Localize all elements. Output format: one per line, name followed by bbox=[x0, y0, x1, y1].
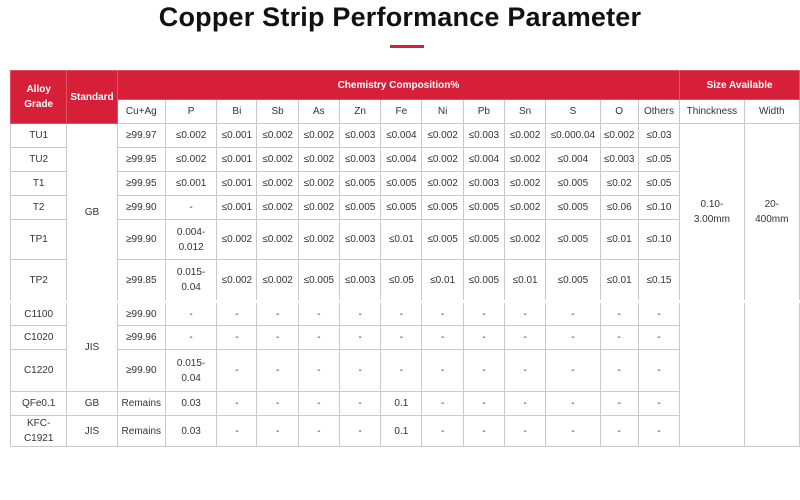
value-cell: ≤0.004 bbox=[546, 148, 600, 172]
col-header: P bbox=[165, 100, 216, 124]
col-header: Cu+Ag bbox=[117, 100, 165, 124]
value-cell: - bbox=[339, 392, 380, 416]
value-cell: - bbox=[257, 392, 298, 416]
value-cell: - bbox=[600, 392, 638, 416]
value-cell: - bbox=[298, 326, 339, 350]
col-header: Fe bbox=[381, 100, 422, 124]
value-cell: ≤0.01 bbox=[422, 260, 463, 302]
value-cell: - bbox=[600, 302, 638, 326]
header-chemistry: Chemistry Composition% bbox=[117, 71, 680, 100]
value-cell: ≥99.90 bbox=[117, 350, 165, 392]
value-cell: ≤0.03 bbox=[638, 124, 679, 148]
value-cell: ≤0.002 bbox=[298, 124, 339, 148]
col-header: Zn bbox=[339, 100, 380, 124]
value-cell: - bbox=[600, 326, 638, 350]
value-cell: - bbox=[217, 326, 257, 350]
value-cell: ≤0.10 bbox=[638, 220, 679, 260]
value-cell: ≤0.005 bbox=[422, 196, 463, 220]
alloy-grade-cell: TP2 bbox=[11, 260, 67, 302]
value-cell: ≥99.85 bbox=[117, 260, 165, 302]
value-cell: ≤0.001 bbox=[165, 172, 216, 196]
value-cell: ≤0.06 bbox=[600, 196, 638, 220]
spec-table bbox=[10, 70, 800, 447]
value-cell: - bbox=[422, 350, 463, 392]
value-cell: ≤0.002 bbox=[257, 260, 298, 302]
value-cell: ≤0.002 bbox=[165, 148, 216, 172]
value-cell: - bbox=[504, 392, 545, 416]
col-header: Others bbox=[638, 100, 679, 124]
value-cell: ≥99.96 bbox=[117, 326, 165, 350]
value-cell: - bbox=[257, 302, 298, 326]
value-cell: ≥99.95 bbox=[117, 148, 165, 172]
value-cell: ≤0.003 bbox=[339, 260, 380, 302]
value-cell: ≤0.003 bbox=[600, 148, 638, 172]
value-cell: - bbox=[546, 416, 600, 447]
value-cell: ≤0.002 bbox=[257, 172, 298, 196]
value-cell: ≤0.05 bbox=[638, 172, 679, 196]
value-cell: ≤0.002 bbox=[165, 124, 216, 148]
value-cell: - bbox=[638, 350, 679, 392]
value-cell: - bbox=[638, 392, 679, 416]
value-cell: ≥99.97 bbox=[117, 124, 165, 148]
value-cell: ≤0.005 bbox=[546, 260, 600, 302]
value-cell: ≤0.002 bbox=[257, 196, 298, 220]
value-cell: ≤0.002 bbox=[217, 260, 257, 302]
value-cell: ≤0.000.04 bbox=[546, 124, 600, 148]
value-cell: - bbox=[257, 416, 298, 447]
value-cell: - bbox=[504, 326, 545, 350]
value-cell: - bbox=[257, 350, 298, 392]
value-cell: - bbox=[217, 392, 257, 416]
value-cell: - bbox=[463, 350, 504, 392]
value-cell: - bbox=[339, 326, 380, 350]
value-cell: ≤0.005 bbox=[463, 196, 504, 220]
width-cell: 20- 400mm bbox=[744, 124, 799, 302]
value-cell: - bbox=[546, 302, 600, 326]
value-cell: ≤0.005 bbox=[381, 172, 422, 196]
value-cell: - bbox=[381, 350, 422, 392]
value-cell: - bbox=[298, 416, 339, 447]
header-size: Size Available bbox=[680, 71, 800, 100]
value-cell: ≥99.90 bbox=[117, 302, 165, 326]
col-header-width: Width bbox=[744, 100, 799, 124]
col-header: Ni bbox=[422, 100, 463, 124]
value-cell: ≥99.90 bbox=[117, 220, 165, 260]
value-cell: ≤0.004 bbox=[381, 124, 422, 148]
value-cell: ≤0.002 bbox=[257, 220, 298, 260]
table-row bbox=[11, 124, 800, 148]
value-cell: ≤0.002 bbox=[600, 124, 638, 148]
value-cell: ≤0.01 bbox=[600, 260, 638, 302]
standard-cell: JIS bbox=[67, 302, 117, 392]
value-cell: - bbox=[298, 350, 339, 392]
value-cell: ≤0.002 bbox=[217, 220, 257, 260]
value-cell: - bbox=[165, 302, 216, 326]
value-cell: ≤0.002 bbox=[504, 196, 545, 220]
value-cell: - bbox=[381, 326, 422, 350]
value-cell: 0.015- 0.04 bbox=[165, 260, 216, 302]
value-cell: - bbox=[217, 416, 257, 447]
alloy-grade-cell: T1 bbox=[11, 172, 67, 196]
value-cell: 0.015- 0.04 bbox=[165, 350, 216, 392]
value-cell: - bbox=[600, 350, 638, 392]
value-cell: 0.03 bbox=[165, 392, 216, 416]
header-standard: Standard bbox=[67, 71, 117, 124]
value-cell: ≤0.003 bbox=[463, 172, 504, 196]
alloy-grade-cell: T2 bbox=[11, 196, 67, 220]
value-cell: - bbox=[638, 302, 679, 326]
value-cell: ≤0.005 bbox=[381, 196, 422, 220]
table-row bbox=[11, 302, 800, 326]
value-cell: ≤0.002 bbox=[504, 172, 545, 196]
value-cell: ≤0.001 bbox=[217, 148, 257, 172]
thickness-cell: 0.10- 3.00mm bbox=[680, 124, 744, 302]
value-cell: 0.004- 0.012 bbox=[165, 220, 216, 260]
standard-cell: GB bbox=[67, 124, 117, 302]
value-cell: 0.03 bbox=[165, 416, 216, 447]
value-cell: ≤0.01 bbox=[504, 260, 545, 302]
value-cell: - bbox=[217, 302, 257, 326]
value-cell: - bbox=[422, 302, 463, 326]
value-cell: - bbox=[339, 350, 380, 392]
standard-cell: GB bbox=[67, 392, 117, 416]
col-header: Sb bbox=[257, 100, 298, 124]
alloy-grade-cell: C1100 bbox=[11, 302, 67, 326]
value-cell: ≤0.02 bbox=[600, 172, 638, 196]
value-cell: - bbox=[463, 326, 504, 350]
value-cell: ≤0.005 bbox=[463, 260, 504, 302]
value-cell: ≤0.002 bbox=[257, 148, 298, 172]
value-cell: ≥99.90 bbox=[117, 196, 165, 220]
value-cell: ≤0.05 bbox=[638, 148, 679, 172]
value-cell: ≤0.005 bbox=[298, 260, 339, 302]
title-underline bbox=[390, 45, 424, 48]
value-cell: ≤0.005 bbox=[546, 196, 600, 220]
value-cell: ≤0.002 bbox=[504, 220, 545, 260]
value-cell: ≤0.004 bbox=[381, 148, 422, 172]
header-row bbox=[11, 71, 800, 100]
value-cell: - bbox=[422, 326, 463, 350]
value-cell: ≤0.003 bbox=[339, 220, 380, 260]
value-cell: - bbox=[339, 302, 380, 326]
value-cell: - bbox=[463, 416, 504, 447]
value-cell: ≤0.05 bbox=[381, 260, 422, 302]
value-cell: ≤0.01 bbox=[600, 220, 638, 260]
subheader-row bbox=[11, 100, 800, 124]
value-cell: - bbox=[546, 326, 600, 350]
alloy-grade-cell: C1220 bbox=[11, 350, 67, 392]
value-cell: 0.1 bbox=[381, 392, 422, 416]
alloy-grade-cell: TU1 bbox=[11, 124, 67, 148]
col-header: O bbox=[600, 100, 638, 124]
col-header: Sn bbox=[504, 100, 545, 124]
alloy-grade-cell: QFe0.1 bbox=[11, 392, 67, 416]
value-cell: - bbox=[546, 350, 600, 392]
value-cell: ≥99.95 bbox=[117, 172, 165, 196]
col-header: Bi bbox=[217, 100, 257, 124]
value-cell: - bbox=[298, 392, 339, 416]
value-cell: - bbox=[298, 302, 339, 326]
value-cell: ≤0.002 bbox=[422, 172, 463, 196]
value-cell: - bbox=[339, 416, 380, 447]
header-alloy-grade: Alloy Grade bbox=[11, 71, 67, 124]
col-header: As bbox=[298, 100, 339, 124]
value-cell: ≤0.005 bbox=[463, 220, 504, 260]
value-cell: ≤0.003 bbox=[339, 148, 380, 172]
value-cell: ≤0.01 bbox=[381, 220, 422, 260]
alloy-grade-cell: TU2 bbox=[11, 148, 67, 172]
value-cell: ≤0.005 bbox=[339, 196, 380, 220]
value-cell: ≤0.002 bbox=[298, 172, 339, 196]
value-cell: 0.1 bbox=[381, 416, 422, 447]
value-cell: ≤0.002 bbox=[257, 124, 298, 148]
value-cell: ≤0.002 bbox=[298, 220, 339, 260]
value-cell: Remains bbox=[117, 416, 165, 447]
alloy-grade-cell: C1020 bbox=[11, 326, 67, 350]
col-header: S bbox=[546, 100, 600, 124]
value-cell: Remains bbox=[117, 392, 165, 416]
value-cell: ≤0.003 bbox=[463, 124, 504, 148]
value-cell: - bbox=[463, 302, 504, 326]
width-cell-empty bbox=[744, 302, 799, 447]
value-cell: ≤0.005 bbox=[546, 172, 600, 196]
value-cell: - bbox=[217, 350, 257, 392]
value-cell: - bbox=[422, 392, 463, 416]
value-cell: ≤0.005 bbox=[422, 220, 463, 260]
value-cell: ≤0.005 bbox=[339, 172, 380, 196]
alloy-grade-cell: KFC-C1921 bbox=[11, 416, 67, 447]
value-cell: - bbox=[600, 416, 638, 447]
value-cell: ≤0.15 bbox=[638, 260, 679, 302]
value-cell: ≤0.001 bbox=[217, 124, 257, 148]
value-cell: ≤0.002 bbox=[422, 148, 463, 172]
value-cell: - bbox=[504, 302, 545, 326]
value-cell: - bbox=[257, 326, 298, 350]
value-cell: - bbox=[504, 416, 545, 447]
col-header: Pb bbox=[463, 100, 504, 124]
standard-cell: JIS bbox=[67, 416, 117, 447]
value-cell: ≤0.10 bbox=[638, 196, 679, 220]
alloy-grade-cell: TP1 bbox=[11, 220, 67, 260]
value-cell: - bbox=[638, 416, 679, 447]
value-cell: ≤0.002 bbox=[298, 148, 339, 172]
value-cell: - bbox=[638, 326, 679, 350]
value-cell: - bbox=[504, 350, 545, 392]
value-cell: ≤0.002 bbox=[504, 124, 545, 148]
value-cell: ≤0.001 bbox=[217, 196, 257, 220]
value-cell: ≤0.002 bbox=[504, 148, 545, 172]
value-cell: - bbox=[463, 392, 504, 416]
thickness-cell-empty bbox=[680, 302, 744, 447]
value-cell: - bbox=[165, 326, 216, 350]
value-cell: - bbox=[381, 302, 422, 326]
value-cell: ≤0.002 bbox=[298, 196, 339, 220]
value-cell: ≤0.002 bbox=[422, 124, 463, 148]
value-cell: ≤0.005 bbox=[546, 220, 600, 260]
value-cell: ≤0.004 bbox=[463, 148, 504, 172]
value-cell: ≤0.001 bbox=[217, 172, 257, 196]
value-cell: - bbox=[422, 416, 463, 447]
col-header-thickness: Thinckness bbox=[680, 100, 744, 124]
page-title: Copper Strip Performance Parameter bbox=[158, 2, 642, 32]
value-cell: ≤0.003 bbox=[339, 124, 380, 148]
value-cell: - bbox=[546, 392, 600, 416]
value-cell: - bbox=[165, 196, 216, 220]
